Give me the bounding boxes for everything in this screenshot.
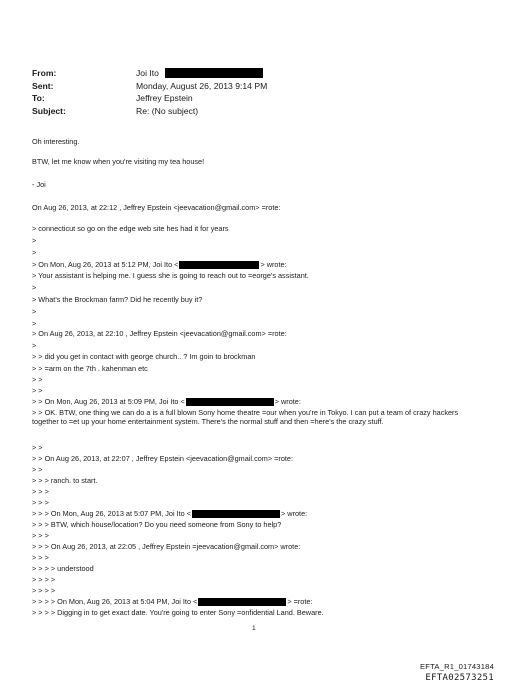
sent-row (32, 80, 267, 93)
redaction-block (179, 261, 259, 269)
body-line: > > > On Mon, Aug 26, 2013 at 5:07 PM, Joi Ito < > wrote: (32, 509, 308, 518)
body-line: > On Mon, Aug 26, 2013 at 5:12 PM, Joi Ito < > wrote: (32, 260, 287, 269)
body-line: > connecticut so go on the edge web site hes had it for years (32, 224, 229, 233)
body-line: Oh interesting. (32, 137, 80, 146)
body-line: > (32, 248, 37, 257)
body-line: > > > (32, 487, 49, 496)
body-line: > (32, 341, 37, 350)
body-line: > Your assistant is helping me. I guess she is going to reach out to =eorge's assistant. (32, 271, 309, 280)
body-line: > > > > (32, 586, 56, 595)
to-value: Jeffrey Epstein (136, 93, 193, 104)
to-label: To: (32, 93, 45, 104)
body-line: > > > (32, 531, 49, 540)
body-line: > > > (32, 553, 49, 562)
body-line: > > > > On Mon, Aug 26, 2013 at 5:04 PM, Joi Ito < > =rote: (32, 597, 313, 606)
redaction-block (186, 398, 274, 406)
body-line: > > On Mon, Aug 26, 2013 at 5:09 PM, Joi Ito < > wrote: (32, 397, 301, 406)
body-line: > > > > understood (32, 564, 94, 573)
body-paragraph: > > OK. BTW, one thing we can do a is a full blown Sony home theatre =our when you're in Tokyo. I can put a team of crazy hackers together to =et up your home entertainment system. There's the normal stuff and then =here's the crazy stuff. (32, 408, 459, 427)
to-row (32, 92, 267, 105)
body-line: > > On Aug 26, 2013, at 22:07 , Jeffrey Epstein <jeevacation@gmail.com> =rote: (32, 454, 294, 463)
body-line: > > > > (32, 575, 56, 584)
body-line: > > > ranch. to start. (32, 476, 98, 485)
body-line: > (32, 307, 37, 316)
email-header (32, 67, 267, 118)
sent-value: Monday, August 26, 2013 9:14 PM (136, 80, 268, 91)
body-line: > > (32, 375, 43, 384)
body-line: > > > > Digging in to get exact date. You're going to enter Sony =onfidential Land. Beware. (32, 608, 324, 617)
body-line: > > > On Aug 26, 2013, at 22:05 , Jeffrey Epstein =jeevacation@gmail.com> wrote: (32, 542, 301, 551)
body-line: > > (32, 386, 43, 395)
body-line: > > =arm on the 7th . kahenman etc (32, 364, 148, 373)
from-label: From: (32, 68, 57, 78)
document-id: EFTA_R1_01743184 (420, 662, 494, 671)
body-line: - Joi (32, 180, 46, 189)
body-line: > > (32, 465, 43, 474)
body-line: > > (32, 443, 43, 452)
sent-label: Sent: (32, 80, 54, 91)
body-line: > (32, 319, 37, 328)
bates-number: EFTA02573251 (425, 673, 494, 683)
body-line: > > > BTW, which house/location? Do you need someone from Sony to help? (32, 520, 282, 529)
body-line: > > > (32, 498, 49, 507)
body-line: > (32, 236, 37, 245)
body-line: On Aug 26, 2013, at 22:12 , Jeffrey Epstein <jeevacation@gmail.com> =rote: (32, 203, 281, 212)
body-line: > > did you get in contact with george church.. ? Im goin to brockman (32, 352, 256, 361)
body-line: BTW, let me know when you're visiting my tea house! (32, 157, 205, 166)
subject-label: Subject: (32, 106, 66, 117)
subject-row (32, 105, 267, 118)
page-number: 1 (252, 625, 256, 632)
from-value: Joi Ito (136, 68, 159, 78)
body-line: > On Aug 26, 2013, at 22:10 , Jeffrey Epstein <jeevacation@gmail.com> =rote: (32, 329, 287, 338)
body-line: > What's the Brockman farm? Did he recently buy it? (32, 295, 203, 304)
from-row (32, 67, 267, 80)
body-line: > (32, 283, 37, 292)
redaction-block (192, 510, 280, 518)
redaction-block (198, 598, 286, 606)
redaction-block (165, 68, 263, 78)
subject-value: Re: (No subject) (136, 106, 199, 117)
